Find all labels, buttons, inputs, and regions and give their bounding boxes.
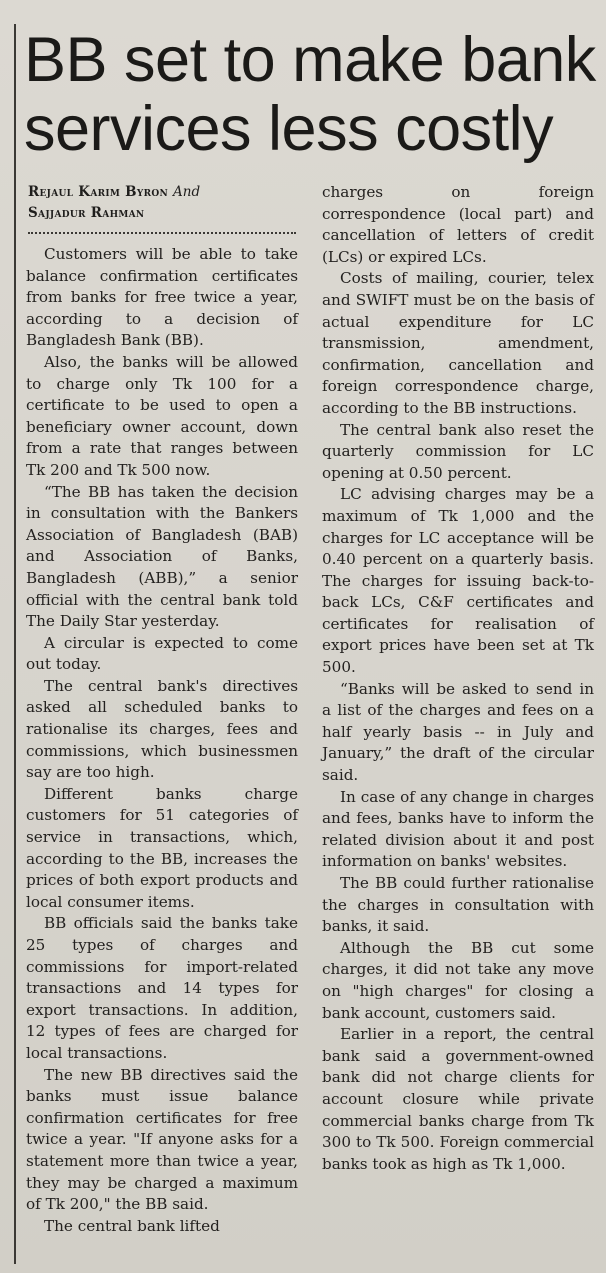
paragraph: “Banks will be asked to send in a list of the charges and fees on a half yearly basis -- in July and January,” the draft of the circular said. — [322, 679, 594, 785]
paragraph: BB officials said the banks take 25 types of charges and commissions for import-related transactions and 14 types for export transactions. In addition, 12 types of fees are charged for local transactions. — [26, 914, 298, 1062]
article-column-1 — [26, 244, 298, 1237]
paragraph: The new BB directives said the banks must issue balance confirmation certificates for free twice a year. "If anyone asks for a statement more than twice a year, they may be charged a maximum of Tk 200," the BB said. — [26, 1065, 298, 1214]
paragraph: Different banks charge customers for 51 categories of service in transactions, which, according to the BB, increases the prices of both export products and local consumer items. — [26, 784, 298, 911]
paragraph: Earlier in a report, the central bank said a government-owned bank did not charge clients for account closure while private commercial banks charge from Tk 300 to Tk 500. Foreign commercial banks took as high as Tk 1,000. — [322, 1025, 594, 1173]
headline — [24, 26, 602, 164]
headline-line-1: BB set to make bank — [24, 25, 596, 95]
byline-joiner: And — [173, 184, 201, 200]
paragraph: The central bank also reset the quarterly commission for LC opening at 0.50 percent. — [322, 420, 594, 482]
headline-line-2: services less costly — [24, 94, 554, 164]
paragraph: Although the BB cut some charges, it did not take any move on "high charges" for closing a bank account, customers said. — [322, 938, 594, 1022]
paragraph: The central bank's directives asked all scheduled banks to rationalise its charges, fees and commissions, which businessmen say are too high. — [26, 676, 298, 782]
paragraph: “The BB has taken the decision in consultation with the Bankers Association of Bangladesh (BAB) and Association of Banks, Bangladesh (ABB),” a senior official with the central bank told The Daily Star yesterday. — [26, 482, 298, 631]
byline-author-1: Rejaul Karim Byron — [28, 184, 169, 200]
paragraph: Costs of mailing, courier, telex and SWIFT must be on the basis of actual expenditure for LC transmission, amendment, confirmation, cancellation and foreign correspondence charge, according to the BB instructions. — [322, 269, 594, 417]
byline-author-2: Sajjadur Rahman — [28, 205, 145, 221]
paragraph: LC advising charges may be a maximum of Tk 1,000 and the charges for LC acceptance will be 0.40 percent on a quarterly basis. The charges for issuing back-to-back LCs, C&F certificates and certificates for realisation of export prices have been set at Tk 500. — [322, 485, 594, 677]
article-column-2 — [322, 182, 594, 1175]
byline — [28, 182, 298, 224]
paragraph: In case of any change in charges and fees, banks have to inform the related division about it and post information on banks' websites. — [322, 787, 594, 871]
column-rule — [14, 24, 16, 1264]
paragraph: Also, the banks will be allowed to charge only Tk 100 for a certificate to be used to open a beneficiary owner account, down from a rate that ranges between Tk 200 and Tk 500 now. — [26, 352, 298, 479]
paragraph: The BB could further rationalise the charges in consultation with banks, it said. — [322, 874, 594, 936]
byline-divider — [28, 232, 296, 234]
paragraph: A circular is expected to come out today. — [26, 633, 298, 674]
paragraph-continued: charges on foreign correspondence (local part) and cancellation of letters of credit (LCs) or expired LCs. — [322, 183, 594, 266]
paragraph: The central bank lifted — [44, 1216, 220, 1235]
paragraph: Customers will be able to take balance confirmation certificates from banks for free twice a year, according to a decision of Bangladesh Bank (BB). — [26, 245, 298, 350]
